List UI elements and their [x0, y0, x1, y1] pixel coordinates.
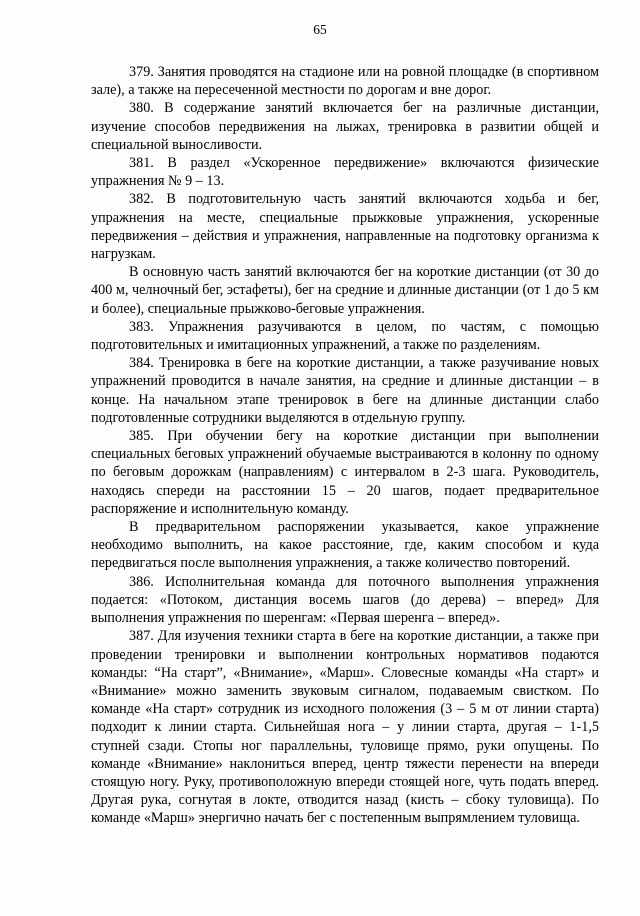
paragraph-380: 380. В содержание занятий включается бег на различные дистанции, изучение способов передвижения на лыжах, тренировка в развитии общей и специальной выносливости. [91, 100, 599, 153]
page-number: 65 [313, 22, 327, 37]
paragraph-385-preliminary-order: В предварительном распоряжении указывается, какое упражнение необходимо выполнить, на какое расстояние, где, каким способом и куда передвигаться после выполнения упражнения, а также количество повторений. [91, 519, 599, 572]
paragraph-384: 384. Тренировка в беге на короткие дистанции, а также разучивание новых упражнений проводится в начале занятия, на средние и длинные дистанции – в конце. На начальном этапе тренировок в беге на длинные дистанции слабо подготовленные сотрудники выделяются в отдельную группу. [91, 355, 599, 426]
paragraph-379: 379. Занятия проводятся на стадионе или на ровной площадке (в спортивном зале), а также на пересеченной местности по дорогам и вне дорог. [91, 64, 599, 99]
paragraph-386: 386. Исполнительная команда для поточного выполнения упражнения подается: «Потоком, дистанция восемь шагов (до дерева) – вперед» Для выполнения упражнения по шеренгам: «Первая шеренга – вперед». [91, 573, 599, 627]
document-body [91, 63, 599, 828]
paragraph-383: 383. Упражнения разучиваются в целом, по частям, с помощью подготовительных и имитационных упражнений, а также по разделениям. [91, 318, 599, 354]
paragraph-385: 385. При обучении бегу на короткие дистанции при выполнении специальных беговых упражнений обучаемые выстраиваются в колонну по одному по беговым дорожкам (направлениям) с интервалом в 2-3 шага. Руководитель, находясь спереди на расстоянии 15 – 20 шагов, подает предварительное распоряжение и исполнительную команду. [91, 428, 599, 517]
paragraph-382-main-part: В основную часть занятий включаются бег на короткие дистанции (от 30 до 400 м, челночный бег, эстафеты), бег на средние и длинные дистанции (от 1 до 5 км и более), специальные прыжково-беговые упражнения. [91, 264, 599, 317]
paragraph-381: 381. В раздел «Ускоренное передвижение» включаются физические упражнения № 9 – 13. [91, 155, 599, 190]
paragraph-387: 387. Для изучения техники старта в беге на короткие дистанции, а также при проведении тренировки и выполнении контрольных нормативов подаются команды: “На старт”, «Внимание», «Марш». Словесные команды «На старт» и «Внимание» можно заменить звуковым сигналом, подаваемым свистком. По команде «На старт» сотрудник из исходного положения (3 – 5 м от линии старта) подходит к линии старта. Сильнейшая нога – у линии старта, другая – 1-1,5 ступней сзади. Стопы ног параллельны, туловище прямо, руки опущены. По команде «Внимание» наклониться вперед, центр тяжести перенести на впереди стоящую ногу. Руку, противоположную впереди стоящей ноге, чуть подать вперед. Другая рука, согнутая в локте, отводится назад (кисть – сбоку туловища). По команде «Марш» энергично начать бег с постепенным выпрямлением туловища. [91, 628, 599, 827]
paragraph-382: 382. В подготовительную часть занятий включаются ходьба и бег, упражнения на месте, специальные прыжковые упражнения, ускоренные передвижения – действия и упражнения, направленные на подготовку организма к нагрузкам. [91, 191, 599, 263]
